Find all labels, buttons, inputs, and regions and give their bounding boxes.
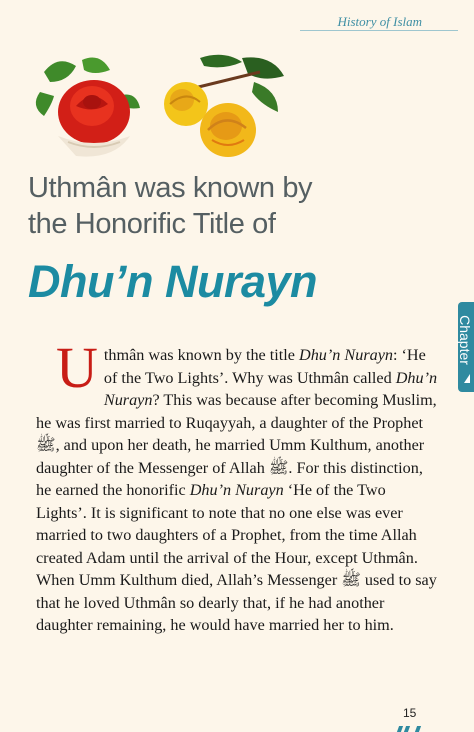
title-line-1: Uthmân was known by xyxy=(28,172,313,204)
yellow-roses xyxy=(164,55,284,157)
chapter-title xyxy=(28,170,448,242)
salutation-glyph: ﷺ xyxy=(36,436,56,454)
title-line-2: the Honorific Title of xyxy=(28,208,276,240)
body-paragraph xyxy=(36,335,440,637)
body-text-segment: ? This was because after becoming Muslim, he was first married to Ruqayyah, a daughter of the Prophet xyxy=(36,391,437,432)
drop-cap: U xyxy=(56,335,98,400)
body-text-segment: ‘He of the Two Lights’. It is significant to note that no one else was ever married to two daughters of a Prophet, from the time Allah created Adam until the arrival of the Hour, except Uthmân. When Umm Kulthum died, Allah’s Messenger xyxy=(36,481,418,589)
page-number: 15 xyxy=(403,706,417,720)
chapter-tab-arrow-icon xyxy=(464,374,470,383)
body-italic-term: Dhu’n Nurayn xyxy=(103,368,438,409)
honorific-title: Dhu’n Nurayn xyxy=(28,256,318,307)
body-italic-term: Dhu’n Nurayn xyxy=(299,346,393,364)
header-rule xyxy=(300,30,458,31)
body-text-segment: . For this distinction, he earned the honorific xyxy=(36,458,423,499)
red-rose xyxy=(36,58,140,157)
body-text-segment: , and upon her death, he married Umm Kulthum, another daughter of the Messenger of Allah xyxy=(36,436,425,477)
chapter-tab-label: Chapter xyxy=(457,315,473,365)
roses-illustration xyxy=(28,52,290,164)
body-text-segment: used to say that he loved Uthmân so dearly that, if he had another daughter remaining, he would have married her to him. xyxy=(36,571,437,634)
footer-decoration xyxy=(392,726,432,732)
body-text-segment: : ‘He of the Two Lights’. Why was Uthmân called xyxy=(103,346,426,387)
body-text-segment: thmân was known by the title xyxy=(103,346,300,364)
salutation-glyph: ﷺ xyxy=(268,458,289,477)
body-italic-term: Dhu’n Nurayn xyxy=(189,481,284,499)
running-header: History of Islam xyxy=(337,14,422,29)
salutation-glyph: ﷺ xyxy=(341,571,361,589)
